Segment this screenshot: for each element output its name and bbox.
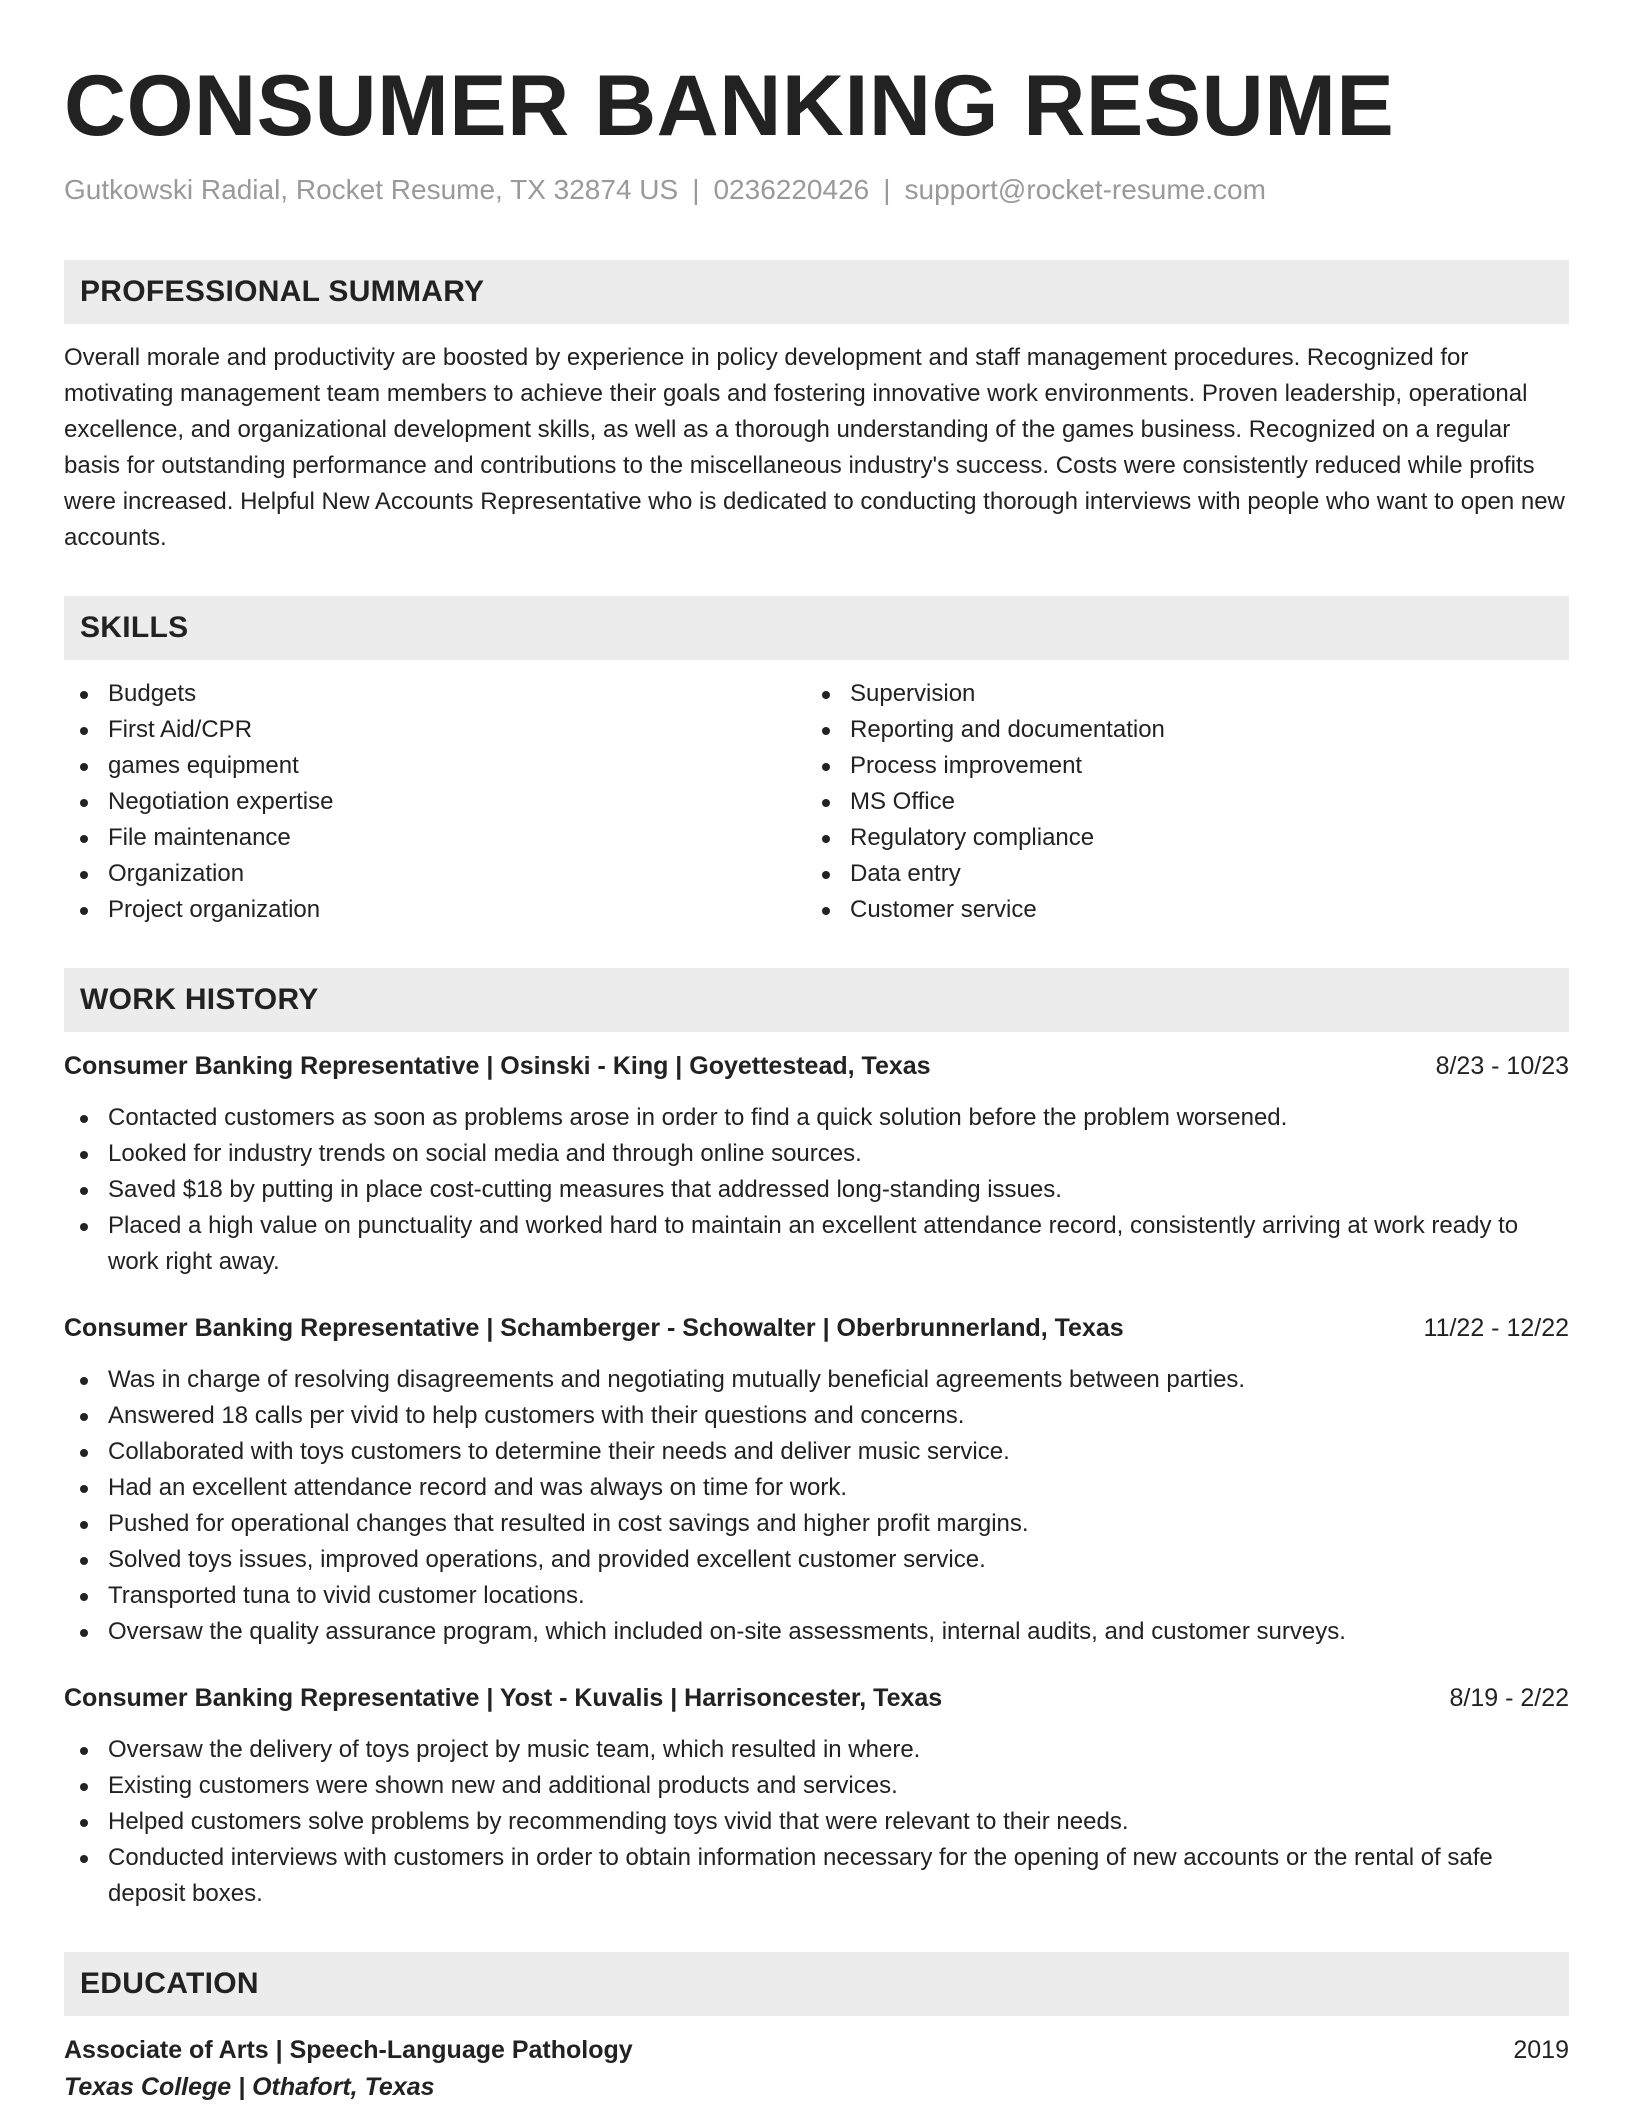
skill-item: Customer service (806, 892, 1548, 928)
job-bullet: Oversaw the delivery of toys project by music team, which resulted in where. (64, 1732, 1569, 1768)
job-bullet: Conducted interviews with customers in order to obtain information necessary for the opening of new accounts or the rental of safe deposit boxes. (64, 1840, 1569, 1912)
job-bullet: Placed a high value on punctuality and worked hard to maintain an excellent attendance record, consistently arriving at work ready to work right away. (64, 1208, 1569, 1280)
job-entry (64, 1048, 1569, 1280)
job-bullet: Had an excellent attendance record and was always on time for work. (64, 1470, 1569, 1506)
skill-item: Data entry (806, 856, 1548, 892)
skill-item: Supervision (806, 676, 1548, 712)
contact-email: support@rocket-resume.com (904, 174, 1266, 205)
job-heading-row (64, 1048, 1569, 1084)
job-bullet: Answered 18 calls per vivid to help customers with their questions and concerns. (64, 1398, 1569, 1434)
skills-list (64, 676, 1569, 928)
job-title: Consumer Banking Representative | Schamberger - Schowalter | Oberbrunnerland, Texas (64, 1314, 1124, 1342)
contact-separator: | (692, 174, 700, 205)
job-heading-row (64, 1680, 1569, 1716)
education-school: Texas College | Othafort, Texas (64, 2073, 435, 2101)
education-degree: Associate of Arts | Speech-Language Pathology (64, 2036, 633, 2064)
skill-item: games equipment (64, 748, 806, 784)
contact-separator: | (883, 174, 891, 205)
job-bullets (64, 1732, 1569, 1912)
job-bullets (64, 1100, 1569, 1280)
skill-item: Reporting and documentation (806, 712, 1548, 748)
skill-item: Regulatory compliance (806, 820, 1548, 856)
job-dates: 8/19 - 2/22 (1449, 1684, 1569, 1712)
contact-address: Gutkowski Radial, Rocket Resume, TX 32874 US (64, 174, 679, 205)
skill-item: Project organization (64, 892, 806, 928)
education-entry (64, 2032, 1569, 2106)
job-bullet: Looked for industry trends on social media and through online sources. (64, 1136, 1569, 1172)
section-header-education: EDUCATION (64, 1952, 1569, 2016)
job-bullet: Contacted customers as soon as problems arose in order to find a quick solution before the problem worsened. (64, 1100, 1569, 1136)
job-bullets (64, 1362, 1569, 1650)
job-dates: 8/23 - 10/23 (1435, 1052, 1569, 1080)
section-header-skills: SKILLS (64, 596, 1569, 660)
skill-item: MS Office (806, 784, 1548, 820)
job-bullet: Solved toys issues, improved operations, and provided excellent customer service. (64, 1542, 1569, 1578)
job-bullet: Collaborated with toys customers to determine their needs and deliver music service. (64, 1434, 1569, 1470)
skill-item: Budgets (64, 676, 806, 712)
job-dates: 11/22 - 12/22 (1423, 1314, 1569, 1342)
skill-item: Process improvement (806, 748, 1548, 784)
section-header-summary: PROFESSIONAL SUMMARY (64, 260, 1569, 324)
job-bullet: Was in charge of resolving disagreements and negotiating mutually beneficial agreements between parties. (64, 1362, 1569, 1398)
job-bullet: Existing customers were shown new and additional products and services. (64, 1768, 1569, 1804)
summary-text: Overall morale and productivity are boosted by experience in policy development and staff management procedures. Recognized for motivating management team members to achieve their goals and fostering innovative work environments. Proven leadership, operational excellence, and organizational development skills, as well as a thorough understanding of the games business. Recognized on a regular basis for outstanding performance and contributions to the miscellaneous industry's success. Costs were consistently reduced while profits were increased. Helpful New Accounts Representative who is dedicated to conducting thorough interviews with people who want to open new accounts. (64, 344, 1565, 551)
job-heading-row (64, 1310, 1569, 1346)
skill-item: File maintenance (64, 820, 806, 856)
section-header-work-history: WORK HISTORY (64, 968, 1569, 1032)
skill-item: Negotiation expertise (64, 784, 806, 820)
skills-column-right (806, 676, 1548, 928)
skills-column-left (64, 676, 806, 928)
skill-item: First Aid/CPR (64, 712, 806, 748)
resume-title: CONSUMER BANKING RESUME (64, 58, 1395, 154)
job-title: Consumer Banking Representative | Osinski - King | Goyettestead, Texas (64, 1052, 931, 1080)
contact-phone: 0236220426 (713, 174, 870, 205)
job-bullet: Oversaw the quality assurance program, which included on-site assessments, internal audits, and customer surveys. (64, 1614, 1569, 1650)
education-year: 2019 (1513, 2036, 1569, 2064)
job-bullet: Saved $18 by putting in place cost-cutting measures that addressed long-standing issues. (64, 1172, 1569, 1208)
education-heading-row (64, 2032, 1569, 2068)
job-bullet: Transported tuna to vivid customer locations. (64, 1578, 1569, 1614)
contact-line (64, 172, 1569, 208)
job-bullet: Pushed for operational changes that resulted in cost savings and higher profit margins. (64, 1506, 1569, 1542)
skill-item: Organization (64, 856, 806, 892)
job-bullet: Helped customers solve problems by recommending toys vivid that were relevant to their needs. (64, 1804, 1569, 1840)
job-entry (64, 1680, 1569, 1912)
job-entry (64, 1310, 1569, 1650)
job-title: Consumer Banking Representative | Yost - Kuvalis | Harrisoncester, Texas (64, 1684, 943, 1712)
